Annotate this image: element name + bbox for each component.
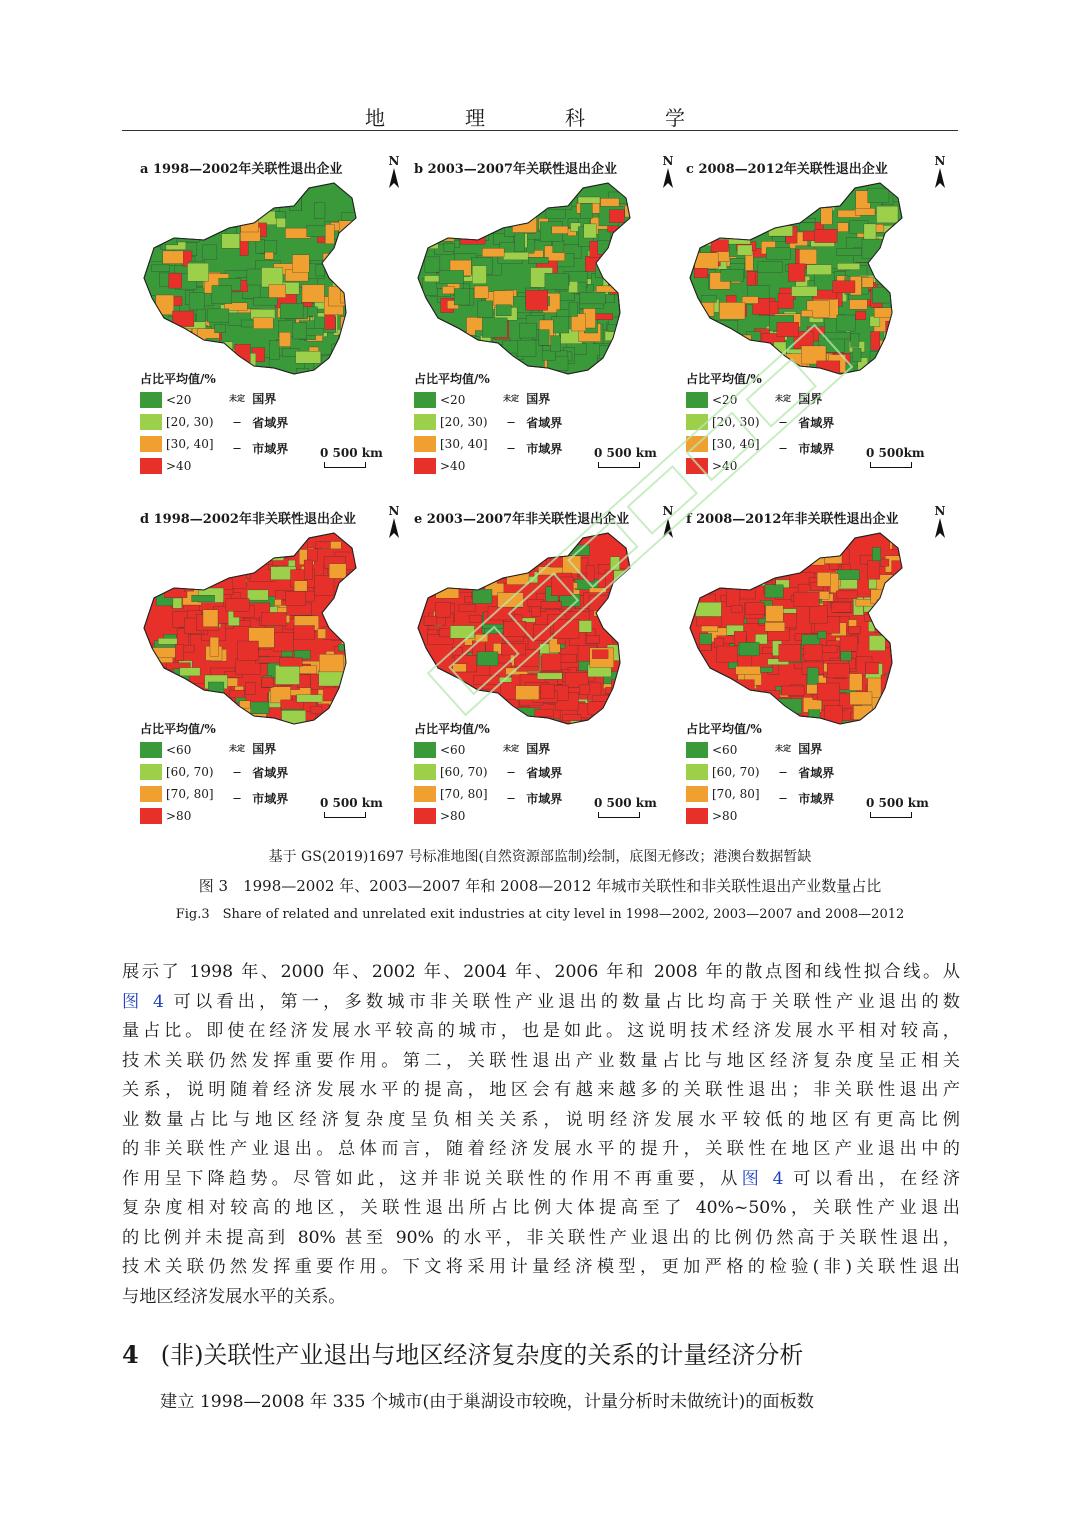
legend-item [140,742,191,758]
legend-item [686,436,760,452]
choropleth-map [680,178,920,378]
body-line [122,988,960,1018]
body-line: 的比例并未提高到 80% 甚至 90% 的水平，非关联性产业退出的比例仍然高于关联性退出， [122,1227,960,1248]
map-panel [400,150,675,485]
body-line: 复杂度相对较高的地区，关联性退出所占比例大体提高至了 40%~50%，关联性产业退出 [122,1198,960,1218]
legend-swatch [414,786,436,802]
legend-label: >40 [440,459,466,473]
choropleth-map [408,178,648,378]
legend-city-border [500,440,562,457]
scale-bar [870,462,912,468]
border-label: 市域界 [798,442,835,456]
legend-swatch [686,742,708,758]
legend-label: >40 [712,459,738,473]
legend-label: >40 [166,459,192,473]
border-label: 国界 [798,742,823,756]
legend-title: 占比平均值/% [414,722,490,736]
undetermined-mark: 未定 [503,743,519,753]
legend-swatch [140,808,162,824]
legend-title: 占比平均值/% [686,722,762,736]
legend-label: [60, 70) [440,765,488,779]
border-label: 市域界 [252,792,289,806]
body-line-text: 可以看出，第一，多数城市非关联性产业退出的数量占比均高于关联性产业退出的数 [163,991,960,1012]
north-label: N [388,504,400,518]
legend-item [686,392,737,408]
map-panel [126,500,401,835]
legend-city-border [226,440,288,457]
legend-label: [70, 80] [712,787,760,801]
border-label: 国界 [526,742,551,756]
north-label: N [388,154,400,168]
legend-city-border [226,790,288,807]
legend-swatch [414,414,436,430]
figure-caption-cn: 图 3 1998—2002 年、2003—2007 年和 2008—2012 年城市关联性和非关联性退出产业数量占比 [198,877,882,895]
border-label: 市域界 [798,792,835,806]
body-paragraph-start: 建立 1998—2008 年 335 个城市(由于巢湖设市较晚，计量分析时未做统计)的面板数 [160,1392,814,1412]
section-heading [122,1335,803,1370]
body-line: 业数量占比与地区经济复杂度呈负相关关系，说明经济发展水平较低的地区有更高比例 [122,1109,960,1130]
north-arrow-icon [930,504,950,538]
body-line: 的非关联性产业退出。总体而言，随着经济发展水平的提升，关联性在地区产业退出中的 [122,1139,960,1159]
line-symbol: — [233,443,241,453]
scale-bar [870,812,912,818]
panel-title: b 2003—2007年关联性退出企业 [414,162,617,177]
north-label: N [934,154,946,168]
legend-item [140,808,191,824]
choropleth-map [408,528,648,728]
choropleth-map [134,528,374,728]
legend-item [414,742,465,758]
line-symbol: — [779,443,787,453]
legend-label: <20 [440,393,466,407]
legend-swatch [414,436,436,452]
line-symbol: — [779,767,787,777]
legend-label: >80 [712,809,738,823]
body-line: 关系，说明随着经济发展水平的提高，地区会有越来越多的关联性退出；非关联性退出产 [122,1080,960,1100]
panel-title: c 2008—2012年关联性退出企业 [686,162,888,177]
legend-swatch [414,392,436,408]
legend-provincial-border [500,764,562,781]
legend-label: <20 [712,393,738,407]
body-line: 技术关联仍然发挥重要作用。第二，关联性退出产业数量占比与地区经济复杂度呈正相关 [122,1050,960,1071]
legend-item [140,458,191,474]
legend-swatch [140,786,162,802]
legend-swatch [140,392,162,408]
body-line: 量占比。即使在经济发展水平较高的城市，也是如此。这说明技术经济发展水平相对较高， [122,1021,960,1041]
legend-item [414,764,488,780]
section-number: 4 [122,1340,139,1369]
scale-label: 0 500km [866,446,925,460]
line-symbol: — [507,767,515,777]
panel-title: f 2008—2012年非关联性退出企业 [686,512,899,527]
undetermined-mark: 未定 [775,743,791,753]
scale-label: 0 500 km [594,796,657,810]
legend-national-border [772,740,822,757]
legend-provincial-border [226,764,288,781]
body-line: 与地区经济发展水平的关系。 [122,1286,346,1307]
legend-item [414,786,488,802]
border-label: 市域界 [526,442,563,456]
legend-swatch [686,764,708,780]
border-label: 国界 [252,392,277,406]
border-label: 市域界 [526,792,563,806]
scale-label: 0 500 km [320,796,383,810]
undetermined-mark: 未定 [503,393,519,403]
scale-label: 0 500 km [866,796,929,810]
line-symbol: — [233,417,241,427]
scale-label: 0 500 km [594,446,657,460]
choropleth-map [134,178,374,378]
line-symbol: — [507,417,515,427]
legend-item [140,764,214,780]
figure-caption-en: Fig.3 Share of related and unrelated exit industries at city level in 1998—2002, 2003—2007 and 2008—2012 [175,907,905,922]
legend-item [686,786,760,802]
north-label: N [934,504,946,518]
body-line: 展示了 1998 年、2000 年、2002 年、2004 年、2006 年和 2008 年的散点图和线性拟合线。从 [122,962,960,982]
border-label: 省域界 [798,766,835,780]
legend-item [414,414,488,430]
undetermined-mark: 未定 [775,393,791,403]
map-note: 基于 GS(2019)1697 号标准地图(自然资源部监制)绘制，底图无修改；港澳台数据暂缺 [268,849,812,865]
section-title: (非)关联性产业退出与地区经济复杂度的关系的计量经济分析 [160,1341,804,1369]
legend-label: [60, 70) [166,765,214,779]
border-label: 省域界 [252,766,289,780]
header-rule [122,130,958,131]
legend-item [686,458,737,474]
legend-item [414,392,465,408]
legend-label: [70, 80] [440,787,488,801]
legend-label: [20, 30) [166,415,214,429]
legend-swatch [686,414,708,430]
body-line: 技术关联仍然发挥重要作用。下文将采用计量经济模型，更加严格的检验(非)关联性退出 [122,1257,960,1277]
panel-title: e 2003—2007年非关联性退出企业 [414,512,630,527]
legend-label: [30, 40] [712,437,760,451]
legend-label: <60 [440,743,466,757]
border-label: 省域界 [252,416,289,430]
border-label: 国界 [526,392,551,406]
legend-title: 占比平均值/% [140,722,216,736]
north-label: N [662,504,674,518]
scale-bar [324,462,366,468]
legend-title: 占比平均值/% [140,372,216,386]
legend-swatch [414,808,436,824]
figure-4-link[interactable]: 图 4 [122,991,164,1012]
choropleth-map [680,528,920,728]
legend-provincial-border [772,414,834,431]
line-symbol: — [507,443,515,453]
legend-item [414,458,465,474]
legend-swatch [140,764,162,780]
legend-title: 占比平均值/% [414,372,490,386]
legend-label: >80 [440,809,466,823]
legend-provincial-border [772,764,834,781]
map-panel [400,500,675,835]
map-panel [126,150,401,485]
line-symbol: — [507,793,515,803]
legend-national-border [226,740,276,757]
legend-swatch [686,436,708,452]
legend-item [686,742,737,758]
legend-label: <60 [166,743,192,757]
legend-item [140,436,214,452]
legend-item [686,414,760,430]
legend-provincial-border [226,414,288,431]
legend-label: [60, 70) [712,765,760,779]
panel-title: a 1998—2002年关联性退出企业 [140,162,343,177]
line-symbol: — [233,793,241,803]
undetermined-mark: 未定 [229,393,245,403]
map-panel [672,150,947,485]
legend-title: 占比平均值/% [686,372,762,386]
scale-label: 0 500 km [320,446,383,460]
legend-swatch [686,786,708,802]
border-label: 省域界 [526,416,563,430]
border-label: 国界 [798,392,823,406]
legend-item [140,392,191,408]
legend-label: [20, 30) [712,415,760,429]
legend-label: [30, 40] [166,437,214,451]
legend-swatch [140,742,162,758]
north-arrow-icon [930,154,950,188]
running-header: 地 理 科 学 [365,106,715,130]
legend-national-border [500,390,550,407]
legend-item [414,436,488,452]
border-label: 省域界 [798,416,835,430]
legend-city-border [500,790,562,807]
legend-item [140,786,214,802]
legend-city-border [772,790,834,807]
legend-swatch [414,458,436,474]
line-symbol: — [233,767,241,777]
border-label: 国界 [252,742,277,756]
legend-swatch [140,414,162,430]
legend-swatch [686,392,708,408]
legend-label: <20 [166,393,192,407]
body-paragraph [122,958,960,1312]
line-symbol: — [779,793,787,803]
scale-bar [598,812,640,818]
map-panel [672,500,947,835]
legend-provincial-border [500,414,562,431]
border-label: 市域界 [252,442,289,456]
legend-national-border [226,390,276,407]
legend-swatch [140,458,162,474]
legend-swatch [686,808,708,824]
scale-bar [324,812,366,818]
body-line-text: 作用呈下降趋势。尽管如此，这并非说关联性的作用不再重要，从 [122,1168,742,1189]
legend-city-border [772,440,834,457]
legend-item [686,764,760,780]
legend-national-border [500,740,550,757]
figure-4-link[interactable]: 图 4 [741,1168,784,1189]
border-label: 省域界 [526,766,563,780]
legend-label: [20, 30) [440,415,488,429]
panel-title: d 1998—2002年非关联性退出企业 [140,512,356,527]
undetermined-mark: 未定 [229,743,245,753]
legend-label: [30, 40] [440,437,488,451]
line-symbol: — [779,417,787,427]
legend-swatch [140,436,162,452]
legend-item [140,414,214,430]
legend-swatch [414,764,436,780]
legend-national-border [772,390,822,407]
legend-item [414,808,465,824]
legend-label: >80 [166,809,192,823]
legend-swatch [414,742,436,758]
north-label: N [662,154,674,168]
legend-swatch [686,458,708,474]
legend-item [686,808,737,824]
scale-bar [598,462,640,468]
legend-label: [70, 80] [166,787,214,801]
body-line-text: 可以看出，在经济 [783,1168,960,1189]
body-line [122,1165,960,1195]
legend-label: <60 [712,743,738,757]
